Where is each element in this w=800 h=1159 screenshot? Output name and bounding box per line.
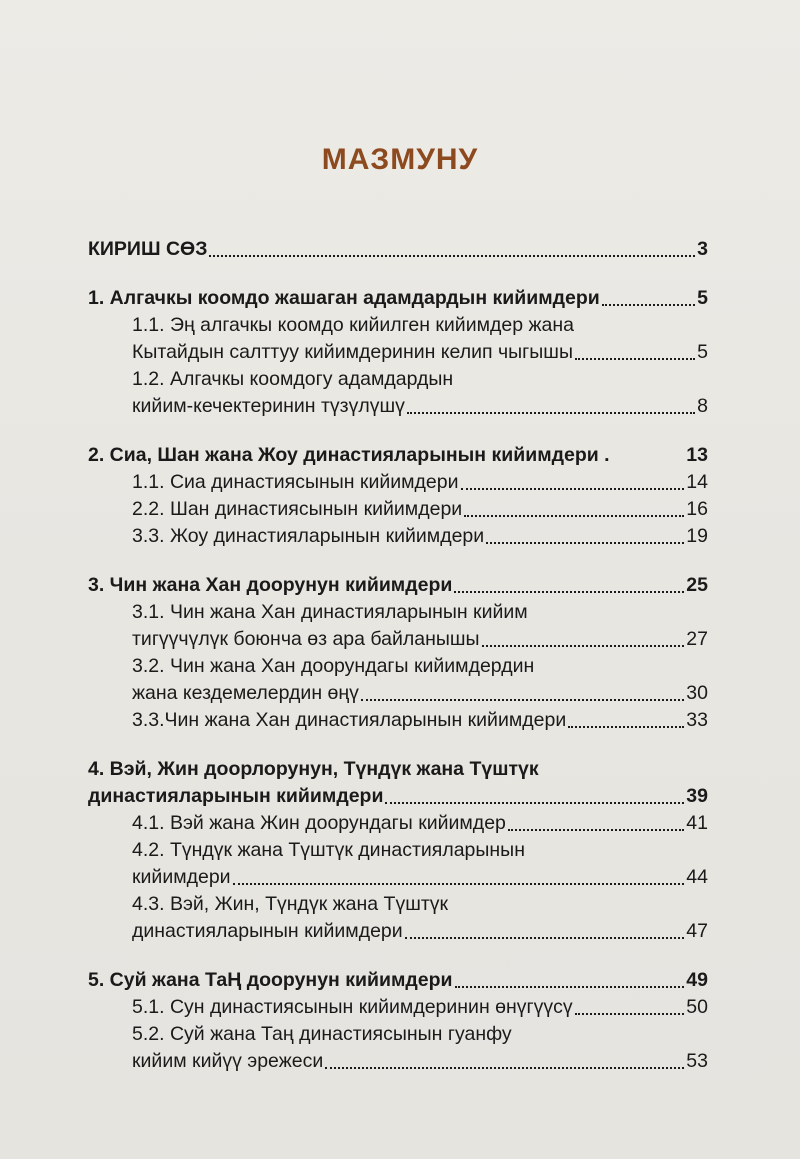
page-number: 14 (686, 471, 708, 493)
page-number: 39 (686, 785, 708, 807)
toc-subentry-line[interactable] (88, 1021, 708, 1048)
page-number: 16 (686, 498, 708, 520)
toc-subentry-line[interactable] (88, 599, 708, 626)
page-number: 27 (686, 628, 708, 650)
dot-leader (602, 304, 695, 306)
subentry-label: кийим кийүү эрежеси (132, 1050, 324, 1072)
subentry-label: 1.2. Алгачкы коомдогу адамдардын (132, 368, 454, 390)
page-number: 5 (697, 341, 708, 363)
section-title: 3. Чин жана Хан доорунун кийимдери (88, 574, 453, 596)
page-number: 33 (686, 709, 708, 731)
page-number: 13 (686, 444, 708, 466)
toc-subentry[interactable] (88, 339, 708, 366)
dot-leader (455, 986, 685, 988)
toc-subentry-line[interactable] (88, 312, 708, 339)
dot-leader (575, 358, 695, 360)
subentry-label: 3.3. Жоу династияларынын кийимдери (132, 525, 485, 547)
subentry-label: кийимдери (132, 866, 231, 888)
subentry-label: 2.2. Шан династиясынын кийимдери (132, 498, 463, 520)
dot-leader (385, 802, 684, 804)
subentry-label: 1.1. Сиа династиясынын кийимдери (132, 471, 459, 493)
toc-section-2 (88, 442, 708, 550)
toc-subentry[interactable] (88, 994, 708, 1021)
toc-section-1 (88, 285, 708, 420)
toc-subentry[interactable] (88, 680, 708, 707)
dot-leader (454, 591, 684, 593)
subentry-label: кийим-кечектеринин түзүлүшү (132, 395, 405, 417)
toc-subentry-line[interactable] (88, 653, 708, 680)
dot-leader (407, 412, 695, 414)
subentry-label: 4.2. Түндүк жана Түштүк династияларынын (132, 839, 525, 861)
dot-leader (233, 883, 685, 885)
subentry-label: 5.1. Сун династиясынын кийимдеринин өнүгүүсү (132, 996, 573, 1018)
page-number: 19 (686, 525, 708, 547)
page-number: 25 (686, 574, 708, 596)
section-title-cont: династияларынын кийимдери (88, 785, 384, 807)
subentry-label: Кытайдын салттуу кийимдеринин келип чыгышы (132, 341, 573, 363)
toc-entry[interactable] (88, 572, 708, 599)
dot-leader (325, 1067, 684, 1069)
toc-section-5 (88, 967, 708, 1075)
subentry-label: династияларынын кийимдери (132, 920, 403, 942)
dot-leader (508, 829, 684, 831)
page-number: 8 (697, 395, 708, 417)
page-number: 3 (697, 238, 708, 260)
page-number: 49 (686, 969, 708, 991)
page-number: 47 (686, 920, 708, 942)
section-title: 5. Суй жана ТаҢ доорунун кийимдери (88, 969, 453, 991)
toc-entry[interactable] (88, 236, 708, 263)
toc-entry[interactable] (88, 967, 708, 994)
page-number: 44 (686, 866, 708, 888)
toc-subentry[interactable] (88, 864, 708, 891)
dot-leader (575, 1013, 685, 1015)
page-number: 5 (697, 287, 708, 309)
toc-subentry[interactable] (88, 393, 708, 420)
dot-leader (482, 645, 685, 647)
page-number: 50 (686, 996, 708, 1018)
subentry-label: 3.3.Чин жана Хан династияларынын кийимдери (132, 709, 567, 731)
dot-leader (361, 699, 684, 701)
subentry-label: 4.3. Вэй, Жин, Түндүк жана Түштүк (132, 893, 449, 915)
toc-entry-line[interactable] (88, 756, 708, 783)
toc-subentry[interactable] (88, 707, 708, 734)
subentry-label: 3.2. Чин жана Хан доорундагы кийимдердин (132, 655, 535, 677)
entry-label: КИРИШ СӨЗ (88, 238, 208, 260)
toc-subentry-line[interactable] (88, 837, 708, 864)
dot-leader (568, 726, 684, 728)
toc-subentry[interactable] (88, 523, 708, 550)
subentry-label: 3.1. Чин жана Хан династияларынын кийим (132, 601, 528, 623)
dot-leader (461, 488, 685, 490)
toc-entry[interactable] (88, 442, 708, 469)
toc-subentry-line[interactable] (88, 891, 708, 918)
page-number: 30 (686, 682, 708, 704)
dot-leader (405, 937, 685, 939)
subentry-label: жана кездемелердин өңү (132, 682, 359, 704)
toc-intro (88, 236, 708, 263)
toc-subentry[interactable] (88, 469, 708, 496)
toc-subentry[interactable] (88, 626, 708, 653)
toc-subentry[interactable] (88, 918, 708, 945)
subentry-label: 5.2. Суй жана Таң династиясынын гуанфу (132, 1023, 512, 1045)
page-number: 41 (686, 812, 708, 834)
toc-subentry-line[interactable] (88, 366, 708, 393)
page-title: МАЗМУНУ (321, 143, 479, 176)
toc-section-4 (88, 756, 708, 945)
subentry-label: 4.1. Вэй жана Жин доорундагы кийимдер (132, 812, 506, 834)
subentry-label: тигүүчүлүк боюнча өз ара байланышы (132, 628, 480, 650)
toc-subentry[interactable] (88, 496, 708, 523)
dot-leader (464, 515, 684, 517)
toc-subentry[interactable] (88, 1048, 708, 1075)
section-title: 2. Сиа, Шан жана Жоу династияларынын кийимдери . (88, 444, 610, 466)
dot-leader (209, 255, 695, 257)
toc-subentry[interactable] (88, 810, 708, 837)
dot-leader (612, 461, 685, 463)
subentry-label: 1.1. Эң алгачкы коомдо кийилген кийимдер жана (132, 314, 574, 336)
dot-leader (486, 542, 684, 544)
table-of-contents (88, 236, 708, 1097)
page-number: 53 (686, 1050, 708, 1072)
section-title: 4. Вэй, Жин доорлорунун, Түндүк жана Түштүк (88, 758, 539, 780)
toc-entry[interactable] (88, 783, 708, 810)
toc-entry[interactable] (88, 285, 708, 312)
section-title: 1. Алгачкы коомдо жашаган адамдардын кийимдери (88, 287, 600, 309)
toc-section-3 (88, 572, 708, 734)
